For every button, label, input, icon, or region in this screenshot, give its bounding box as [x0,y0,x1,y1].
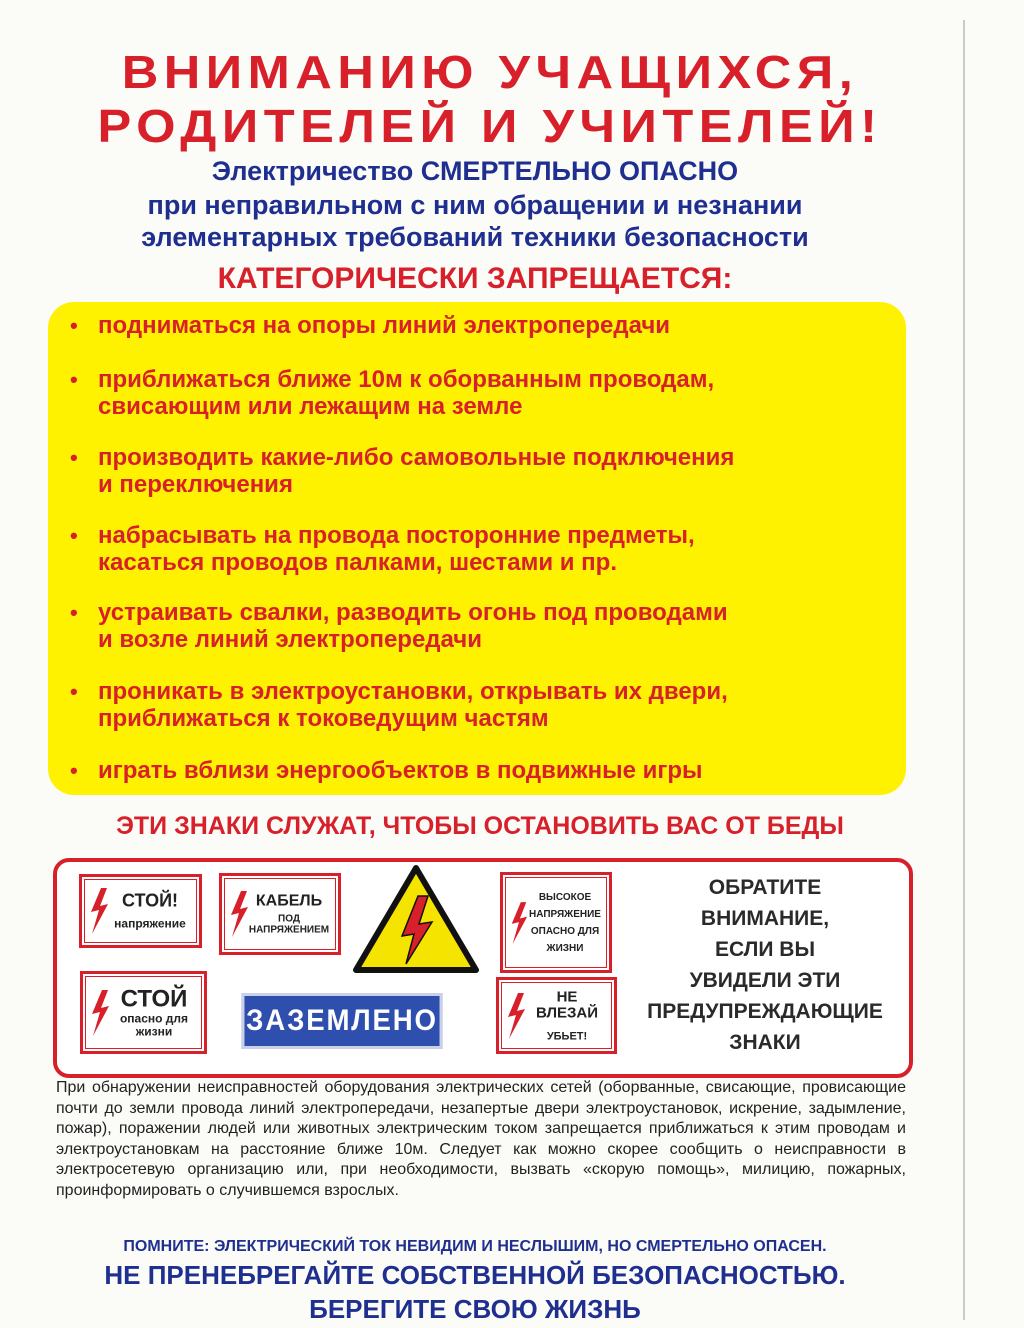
prohibition-item [70,599,890,653]
sign-main-text: СТОЙ! [121,890,179,911]
attention-line: ЗНАКИ [729,1031,801,1054]
sign-sub-text: напряжение [114,916,186,931]
sign-sub-text: жизни [135,1024,173,1039]
lightning-bolt-icon [509,898,529,948]
bullet: • [70,679,78,704]
prohibition-item [70,444,890,498]
bullet: • [70,758,78,783]
attention-line: ЕСЛИ ВЫ [714,938,816,961]
attention-note [640,872,890,1058]
prohibition-line: подниматься на опоры линий электропередачи [98,312,671,339]
bullet: • [70,367,78,392]
prohibition-line: приближаться к токоведущим частям [98,705,549,732]
subtitle-line-2: при неправильном с ним обращении и незнании [147,190,803,220]
footer-remember: ПОМНИТЕ: ЭЛЕКТРИЧЕСКИЙ ТОК НЕВИДИМ И НЕСЛЫШИМ, НО СМЕРТЕЛЬНО ОПАСЕН. [123,1238,827,1255]
sign-cable [219,873,341,955]
signs-heading: ЭТИ ЗНАКИ СЛУЖАТ, ЧТОБЫ ОСТАНОВИТЬ ВАС ОТ БЕДЫ [116,812,844,840]
sign-main-text: НЕ ВЛЕЗАЙ [536,987,598,1022]
prohibition-line: производить какие-либо самовольные подключения [98,444,735,471]
prohibition-line: проникать в электроустановки, открывать их двери, [98,678,728,705]
prohibition-line: касаться проводов палками, шестами и пр. [98,549,617,576]
prohibition-line: свисающим или лежащим на земле [98,393,523,420]
prohibition-line: набрасывать на провода посторонние предметы, [98,522,695,549]
sign-grounded: ЗАЗЕМЛЕНО [242,993,443,1049]
prohibition-line: и переключения [98,471,293,498]
prohibited-heading: КАТЕГОРИЧЕСКИ ЗАПРЕЩАЕТСЯ: [217,262,733,295]
page-edge-line [963,20,965,1320]
lightning-bolt-icon [89,987,111,1039]
sign-stop-danger [80,971,207,1054]
warning-triangle-icon [352,864,480,974]
title-line-1: ВНИМАНИЮ УЧАЩИХСЯ, [121,46,859,98]
sign-stop-voltage [79,874,202,948]
attention-line: ПРЕДУПРЕЖДАЮЩИЕ [647,1000,883,1023]
sign-text-line: ЖИЗНИ [546,942,584,954]
prohibition-line: и возле линий электропередачи [98,626,482,653]
subtitle-line-1 [40,155,910,188]
sign-sub-text: опасно для [119,1011,189,1026]
sign-sub-text: НАПРЯЖЕНИЕМ [248,924,330,936]
bullet: • [70,600,78,625]
sign-text-line: ОПАСНО ДЛЯ [530,925,600,937]
subtitle-lead: Электричество [211,156,421,186]
sign-main-text: СТОЙ [120,985,188,1013]
prohibition-item [70,312,890,339]
lightning-bolt-icon [505,992,527,1040]
sign-text-line: ВЫСОКОЕ [538,891,592,903]
sign-main-text: КАБЕЛЬ [255,892,323,910]
prohibition-line: играть вблизи энергообъектов в подвижные игры [98,757,703,784]
footer-save-life: БЕРЕГИТЕ СВОЮ ЖИЗНЬ [309,1294,641,1324]
title-line-2: РОДИТЕЛЕЙ И УЧИТЕЛЕЙ! [97,100,883,152]
prohibition-line: устраивать свалки, разводить огонь под проводами [98,599,728,626]
subtitle-emphasis: СМЕРТЕЛЬНО ОПАСНО [420,156,739,186]
footer-neglect: НЕ ПРЕНЕБРЕГАЙТЕ СОБСТВЕННОЙ БЕЗОПАСНОСТЬЮ. [104,1260,846,1290]
attention-line: ВНИМАНИЕ, [700,907,830,930]
prohibition-line: приближаться ближе 10м к оборванным проводам, [98,366,715,393]
prohibition-item [70,522,890,576]
attention-line: УВИДЕЛИ ЭТИ [689,969,841,992]
sign-sub-text: УБЬЕТ! [546,1029,588,1042]
sign-no-climb [496,977,617,1054]
sign-text-line: НАПРЯЖЕНИЕ [529,908,601,920]
bullet: • [70,523,78,548]
sign-sub-text: ПОД [278,913,300,925]
bullet: • [70,445,78,470]
info-paragraph: При обнаружении неисправностей оборудования электрических сетей (оборванные, свисающие, провисающие почти до земли провода линий электропередачи, незапертые двери электроустановок, искрение, задымление, пожар), поражении людей или животных электрическим током запрещается приближаться к этим проводам и электроустановкам на расстояние ближе 10м. Следует как можно скорее сообщить о неисправности в электросетевую организацию или, при необходимости, вызвать «скорую помощь», милицию, пожарных, проинформировать о случившемся взрослых. [56,1079,906,1199]
bullet: • [70,313,78,338]
attention-line: ОБРАТИТЕ [708,876,822,899]
prohibition-item [70,366,890,420]
prohibition-item [70,757,890,784]
subtitle-line-3: элементарных требований техники безопасности [141,222,809,252]
prohibition-item [70,678,890,732]
sign-high-voltage [500,872,612,973]
